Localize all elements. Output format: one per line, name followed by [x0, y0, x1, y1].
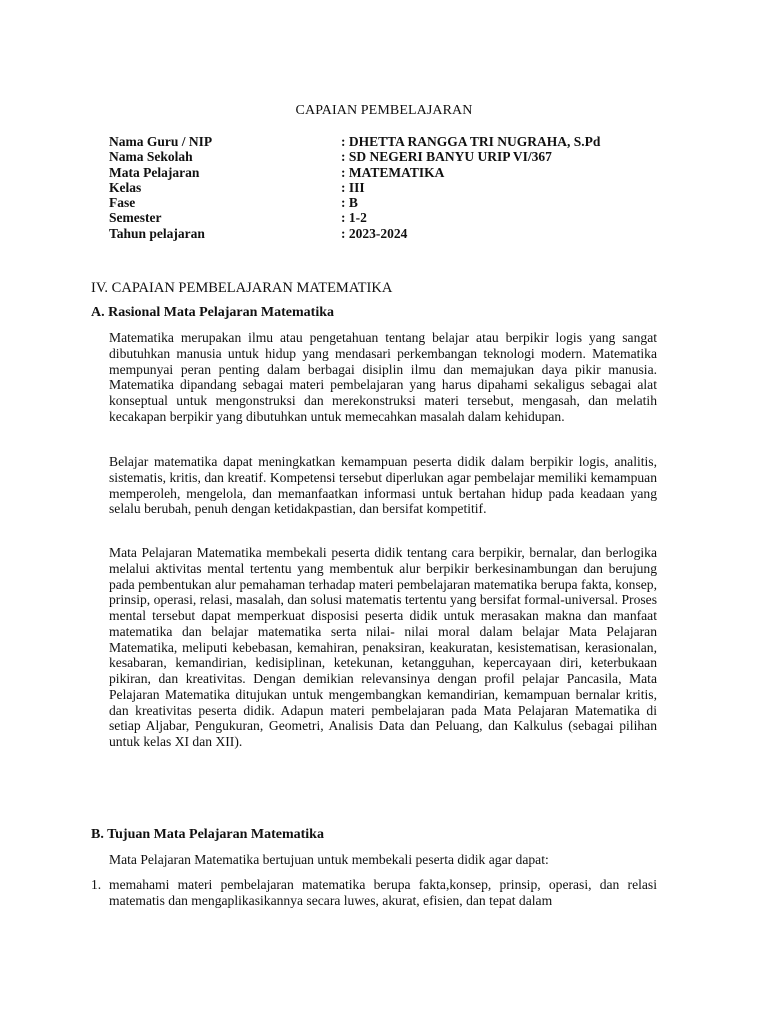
list-text: memahami materi pembelajaran matematika berupa fakta,konsep, prinsip, operasi, dan relasi matematis dan mengaplikasikannya secara luwes, akurat, efisien, dan tepat dalam	[109, 877, 657, 908]
info-table	[109, 134, 669, 241]
document-title: CAPAIAN PEMBELAJARAN	[295, 103, 473, 118]
info-label: Fase	[109, 195, 136, 211]
paragraph: Belajar matematika dapat meningkatkan kemampuan peserta didik dalam berpikir logis, analitis, sistematis, kritis, dan kreatif. Kompetensi tersebut diperlukan agar pembelajar memiliki kemampuan memperoleh, mengelola, dan memanfaatkan informasi untuk bertahan hidup pada keadaan yang selalu berubah, penuh dengan ketidakpastian, dan bersifat kompetitif.	[109, 454, 657, 517]
info-label: Nama Sekolah	[109, 149, 193, 165]
info-row-phase	[109, 195, 669, 210]
paragraph: Matematika merupakan ilmu atau pengetahuan tentang belajar atau berpikir logis yang sangat dibutuhkan manusia untuk hidup yang mendasari perkembangan teknologi modern. Matematika mempunyai peran penting dalam berbagai disiplin ilmu dan memajukan daya pikir manusia. Matematika dipandang sebagai materi pembelajaran yang harus dipahami sekaligus sebagai alat konseptual untuk mengonstruksi dan merekonstruksi materi tersebut, mengasah, dan melatih kecakapan berpikir yang dibutuhkan untuk memecahkan masalah dalam kehidupan.	[109, 330, 657, 424]
info-label: Kelas	[109, 179, 142, 195]
section-heading: IV. CAPAIAN PEMBELAJARAN MATEMATIKA	[91, 280, 393, 296]
info-row-school	[109, 149, 669, 164]
info-label: Nama Guru / NIP	[109, 134, 213, 149]
info-value: : 1-2	[341, 210, 367, 226]
info-value: : DHETTA RANGGA TRI NUGRAHA, S.Pd	[341, 134, 601, 149]
info-value: : MATEMATIKA	[341, 164, 445, 180]
info-row-academic-year	[109, 226, 669, 241]
paragraph: Mata Pelajaran Matematika membekali peserta didik tentang cara berpikir, bernalar, dan berlogika melalui aktivitas mental tertentu yang membentuk alur berpikir berkesinambungan dan berujung pada pembentukan alur pemahaman terhadap materi pembelajaran matematika berupa fakta, konsep, prinsip, operasi, relasi, masalah, dan solusi matematis tertentu yang bersifat formal-universal. Proses mental tersebut dapat memperkuat disposisi peserta didik untuk merasakan makna dan manfaat matematika dan belajar matematika serta nilai- nilai moral dalam belajar Mata Pelajaran Matematika, meliputi kebebasan, kemahiran, penaksiran, keakuratan, kesistematisan, kerasionalan, kesabaran, kemandirian, kedisiplinan, ketekunan, ketangguhan, kepercayaan diri, keterbukaan pikiran, dan kreativitas. Dengan demikian relevansinya dengan profil pelajar Pancasila, Mata Pelajaran Matematika ditujukan untuk mengembangkan kemandirian, kemampuan bernalar kritis, dan kreativitas peserta didik. Adapun materi pembelajaran pada Mata Pelajaran Matematika di setiap Aljabar, Pengukuran, Geometri, Analisis Data dan Peluang, dan Kalkulus (sebagai pilihan untuk kelas XI dan XII).	[109, 545, 657, 749]
paragraph: Mata Pelajaran Matematika bertujuan untuk membekali peserta didik agar dapat:	[109, 852, 549, 867]
list-number: 1.	[91, 877, 102, 892]
info-label: Semester	[109, 210, 162, 226]
section-b-heading: B. Tujuan Mata Pelajaran Matematika	[91, 827, 324, 842]
info-row-subject	[109, 165, 669, 180]
info-value: : III	[341, 179, 365, 195]
info-label: Mata Pelajaran	[109, 164, 200, 180]
info-label: Tahun pelajaran	[109, 225, 205, 241]
info-value: : SD NEGERI BANYU URIP VI/367	[341, 149, 552, 165]
info-row-semester	[109, 210, 669, 225]
info-row-teacher	[109, 134, 669, 149]
info-value: : B	[341, 195, 358, 211]
info-row-class	[109, 180, 669, 195]
list-item	[91, 877, 657, 909]
section-a-heading: A. Rasional Mata Pelajaran Matematika	[91, 305, 335, 320]
info-value: : 2023-2024	[341, 225, 408, 241]
